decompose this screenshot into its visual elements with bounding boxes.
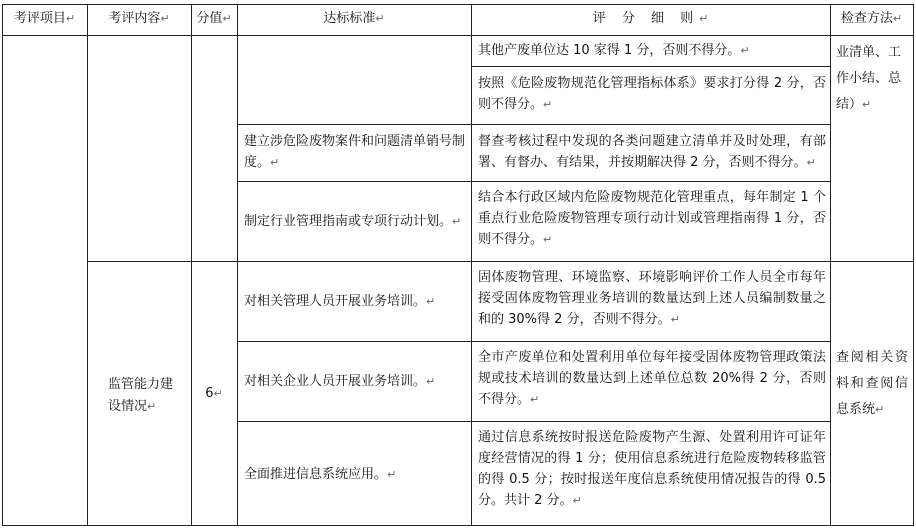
paragraph-mark: ↵ (806, 156, 816, 169)
detail-cell-1 (478, 40, 826, 61)
header-method-text: 检查方法 (840, 11, 893, 26)
score-text: 6 (205, 386, 214, 401)
standard-cell-4 (244, 211, 471, 232)
row-divider (471, 66, 830, 67)
header-item-text: 考评项目 (13, 11, 66, 26)
paragraph-mark: ↵ (387, 468, 397, 481)
header-divider (2, 35, 914, 36)
paragraph-mark: ↵ (426, 375, 436, 388)
row-divider (237, 341, 830, 342)
detail-cell-6 (478, 347, 826, 410)
detail-text: 其他产废单位达 10 家得 1 分，否则不得分。 (478, 43, 741, 58)
paragraph-mark: ↵ (452, 215, 462, 228)
row-divider (237, 181, 830, 182)
standard-cell-5 (244, 291, 468, 312)
paragraph-mark: ↵ (543, 98, 553, 111)
standard-cell-7 (244, 464, 468, 485)
paragraph-mark: ↵ (740, 44, 750, 57)
method-text: 业清单、工作小结、总结） (836, 45, 902, 112)
paragraph-mark: ↵ (375, 12, 385, 25)
row-divider (237, 421, 830, 422)
method-bottom (836, 345, 908, 423)
content-group-score (191, 383, 237, 404)
paragraph-mark: ↵ (572, 494, 582, 507)
header-standard (237, 10, 471, 28)
column-divider (830, 4, 831, 526)
standard-cell-6 (244, 371, 468, 392)
method-text: 查阅相关资料和查阅信息系统 (836, 350, 908, 417)
row-divider (87, 261, 914, 262)
header-method (830, 10, 913, 28)
table-border-right (913, 4, 914, 526)
detail-text: 结合本行政区域内危险废物规范化管理重点，每年制定 1 个重点行业危险废物管理专项行动计划或管理指南得 1 分，否则不得分。 (478, 190, 826, 247)
table-border-left (2, 4, 3, 526)
content-group-label (108, 374, 178, 418)
row-divider (471, 124, 830, 125)
paragraph-mark: ↵ (426, 295, 436, 308)
column-divider (237, 4, 238, 526)
header-content-text: 考评内容 (108, 11, 161, 26)
header-detail (471, 10, 830, 28)
header-score (191, 10, 237, 28)
paragraph-mark: ↵ (530, 393, 540, 406)
column-divider (471, 4, 472, 526)
column-divider (191, 4, 192, 526)
paragraph-mark: ↵ (222, 12, 232, 25)
detail-cell-3 (478, 131, 826, 173)
paragraph-mark: ↵ (670, 313, 680, 326)
standard-text: 全面推进信息系统应用。 (244, 467, 388, 482)
standard-text: 对相关管理人员开展业务培训。 (244, 294, 427, 309)
paragraph-mark: ↵ (699, 12, 709, 25)
row-divider (237, 124, 471, 125)
column-divider (87, 4, 88, 526)
paragraph-mark: ↵ (270, 156, 280, 169)
detail-text: 通过信息系统按时报送危险废物产生源、处置利用许可证年度经营情况的得 1 分；使用信息系统进行危险废物转移监管的得 0.5 分；按时报送年度信息系统使用情况报告的得 0.5 分。共计 2 分。 (478, 430, 826, 508)
paragraph-mark: ↵ (160, 12, 170, 25)
standard-text: 建立涉危险废物案件和问题清单销号制度。 (244, 134, 466, 170)
header-detail-text: 评 分 细 则 (592, 11, 700, 26)
header-content (87, 10, 191, 28)
detail-cell-2 (478, 73, 826, 115)
header-standard-text: 达标标准 (323, 11, 376, 26)
detail-cell-5 (478, 267, 826, 330)
detail-cell-7 (478, 427, 826, 511)
detail-text: 按照《危险废物规范化管理指标体系》要求打分得 2 分，否则不得分。 (478, 76, 826, 112)
table-border-top (2, 4, 914, 5)
paragraph-mark: ↵ (213, 387, 223, 400)
paragraph-mark: ↵ (543, 233, 553, 246)
paragraph-mark: ↵ (892, 12, 903, 25)
paragraph-mark: ↵ (862, 98, 872, 111)
method-top (836, 40, 910, 118)
detail-text: 固体废物管理、环境监察、环境影响评价工作人员全市每年接受固体废物管理业务培训的数量达到上述人员编制数量之和的 30%得 2 分，否则不得分。 (478, 270, 826, 327)
standard-text: 对相关企业人员开展业务培训。 (244, 374, 427, 389)
detail-text: 督查考核过程中发现的各类问题建立清单并及时处理，有部署、有督办、有结果，并按期解决得 2 分，否则不得分。 (478, 134, 826, 170)
content-group-text: 监管能力建设情况 (108, 377, 174, 414)
paragraph-mark: ↵ (147, 400, 157, 413)
header-item (2, 10, 87, 28)
table-border-bottom (2, 525, 914, 526)
standard-text: 制定行业管理指南或专项行动计划。 (244, 214, 453, 229)
detail-text: 全市产废单位和处置利用单位每年接受固体废物管理政策法规或技术培训的数量达到上述单位总数 20%得 2 分，否则不得分。 (478, 350, 826, 407)
detail-cell-4 (478, 187, 826, 250)
paragraph-mark: ↵ (875, 403, 885, 416)
header-score-text: 分值 (196, 11, 223, 26)
paragraph-mark: ↵ (65, 12, 76, 25)
standard-cell-3 (244, 131, 468, 173)
